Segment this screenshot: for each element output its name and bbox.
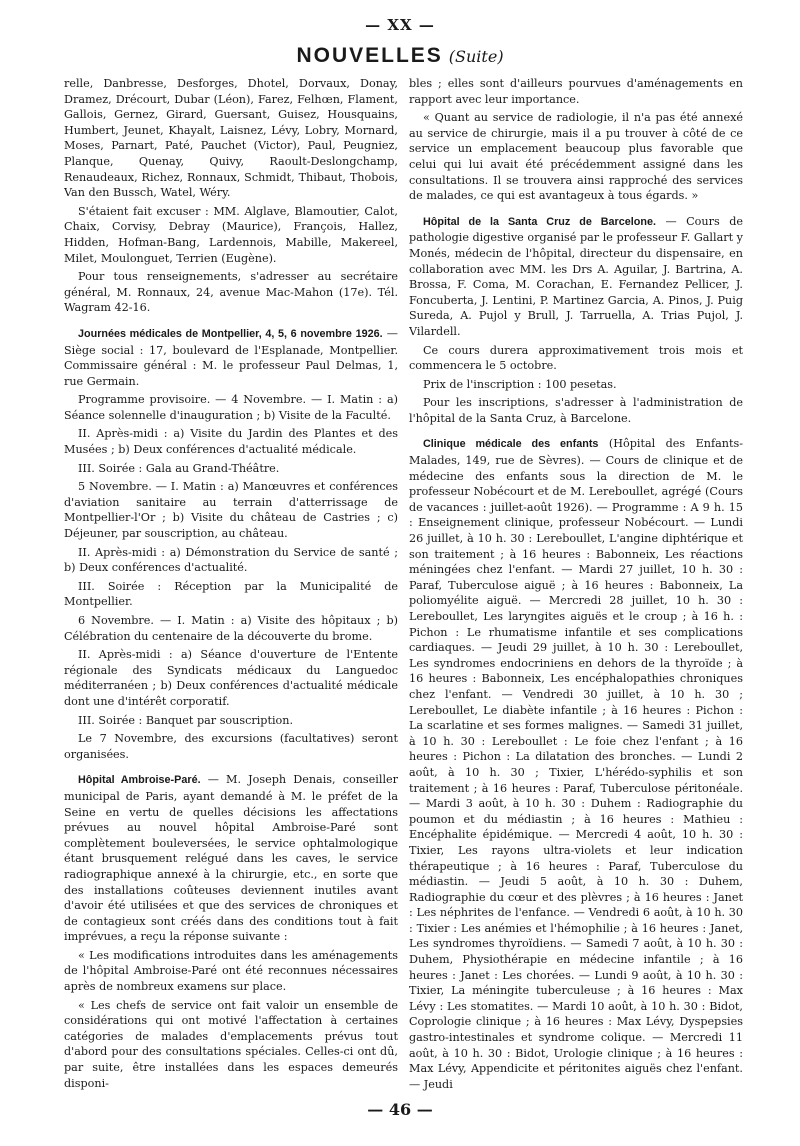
quoted-reply-paragraph: « Les chefs de service ont fait valoir un ensemble de considérations qui ont motivé l'affectation à certaines catégories de malades d'emplacements prévus tout d'abord pour des consultations spéciales. Celles-ci ont dû, par suite, être installées dans les espaces demeurés disponi-	[64, 998, 398, 1090]
folio-roman-numeral: — XX —	[365, 16, 435, 34]
program-item: Le 7 Novembre, des excursions (facultatives) seront organisées.	[64, 732, 398, 761]
rubric-suffix: (Suite)	[448, 47, 504, 66]
quoted-reply-continuation: bles ; elles sont d'ailleurs pourvues d'aménagements en rapport avec leur importance.	[409, 77, 743, 106]
barcelona-announcement	[409, 214, 743, 340]
ambroise-pare-heading: Hôpital Ambroise-Paré.	[78, 774, 201, 787]
course-price: Prix de l'inscription : 100 pesetas.	[423, 377, 617, 391]
program-item: 5 Novembre. — I. Matin : a) Manœuvres et conférences d'aviation sanitaire au terrain d'atterrissage de Montpellier-l'Or ; b) Visite du château de Castries ; c) Déjeuner, par souscription, au château.	[64, 480, 398, 541]
program-item: III. Soirée : Banquet par souscription.	[78, 713, 294, 727]
program-item: II. Après-midi : a) Démonstration du Service de santé ; b) Deux conférences d'actualité.	[64, 545, 398, 575]
clinique-announcement	[409, 436, 743, 1092]
clinique-body: (Hôpital des Enfants-Malades, 149, rue de Sèvres). — Cours de clinique et de médecine des enfants sous la direction de M. le professeur Nobécourt et de M. Lereboullet, agrégé (Cours de vacances : juillet-août 1926). — Programme : A 9 h. 15 : Enseignement clinique, professeur Nobécourt. — Lundi 26 juillet, à 10 h. 30 : Lereboullet, L'angine diphtérique et son traitement ; à 16 heures : Babonneix, Les réactions méningées chez l'enfant. — Mardi 27 juillet, 10 h. 30 : Paraf, Tuberculose aiguë ; à 16 heures : Babonneix, La poliomyélite aiguë. — Mercredi 28 juillet, 10 h. 30 : Lereboullet, Les laryngites aiguës et le croup ; à 16 h. : Pichon : Le rhumatisme infantile et ses complications cardiaques. — Jeudi 29 juillet, à 10 h. 30 : Lereboullet, Les syndromes endocriniens en dehors de la thyroïde ; à 16 heures : Babonneix, Les encéphalopathies chroniques chez l'enfant. — Vendredi 30 juillet, à 10 h. 30 ; Lereboullet, Le diabète infantile ; à 16 heures : Pichon : La scarlatine et ses formes malignes. — Samedi 31 juillet, à 10 h. 30 : Lereboullet : Le foie chez l'enfant ; à 16 heures : Pichon : La dilatation des bronches. — Lundi 2 août, à 10 h. 30 ; Tixier, L'hérédo-syphilis et son traitement ; à 16 heures : Paraf, Tuberculose péritonéale. — Mardi 3 août, à 10 h. 30 : Duhem : Radiographie du poumon et du médiastin ; à 16 heures : Mathieu : Encéphalite épidémique. — Mercredi 4 août, 10 h. 30 : Tixier, Les rayons ultra-violets et leur indication thérapeutique ; à 16 heures : Paraf, Tuberculose du médiastin. — Jeudi 5 août, à 10 h. 30 : Duhem, Radiographie du cœur et des plèvres ; à 16 heures : Janet : Les néphrites de l'enfance. — Vendredi 6 août, à 10 h. 30 : Tixier : Les anémies et l'hémophilie ; à 16 heures : Janet, Les syndromes thyroïdiens. — Samedi 7 août, à 10 h. 30 : Duhem, Physiothérapie en médecine infantile ; à 16 heures : Janet : Les chorées. — Lundi 9 août, à 10 h. 30 : Tixier, La méningite tuberculeuse ; à 16 heures : Max Lévy : Les stomatites. — Mardi 10 août, à 10 h. 30 : Bidot, Coprologie clinique ; à 16 heures : Max Lévy, Dyspepsies gastro-intestinales et syndrome colique. — Mercredi 11 août, à 10 h. 30 : Bidot, Urologie clinique ; à 16 heures : Max Lévy, Appendicite et péritonites aiguës chez l'enfant. — Jeudi	[409, 437, 743, 1091]
program-item: III. Soirée : Réception par la Municipalité de Montpellier.	[64, 579, 398, 609]
barcelona-heading: Hôpital de la Santa Cruz de Barcelone.	[423, 215, 656, 228]
course-registration: Pour les inscriptions, s'adresser à l'administration de l'hôpital de la Santa Cruz, à Barcelone.	[409, 396, 743, 425]
program-item: II. Après-midi : a) Séance d'ouverture de l'Entente régionale des Syndicats médicaux du Languedoc méditerranéen ; b) Deux conférences d'actualité médicale dont une d'intérêt corporatif.	[64, 648, 398, 708]
montpellier-body: — Siège social : 17, boulevard de l'Esplanade, Montpellier. Commissaire général : M. le professeur Paul Delmas, 1, rue Germain.	[64, 326, 398, 388]
quoted-reply-paragraph: « Quant au service de radiologie, il n'a pas été annexé au service de chirurgie, mais il a pu trouver à côté de ce service un emplacement beaucoup plus favorable que celui qui lui avait été précédemment assigné dans les consultations. Il se trouvera ainsi rapproché des services de malades, ce qui est avantageux à tous égards. »	[409, 111, 743, 203]
ambroise-pare-body: — M. Joseph Denais, conseiller municipal de Paris, ayant demandé à M. le préfet de la Seine en vertu de quelles décisions les affectations prévues au nouvel hôpital Ambroise-Paré sont complètement bouleversées, le service ophtalmologique étant brusquement relégué dans les caves, le service radiographique annexé à la chirurgie, etc., en sorte que des installations coûteuses deviennent inutiles avant d'avoir été utilisées et que des services de chroniques et de contagieux sont créés dans des conditions tout à fait imprévues, a reçu la réponse suivante :	[64, 773, 398, 944]
contact-paragraph: Pour tous renseignements, s'adresser au secrétaire général, M. Ronnaux, 24, avenue Mac-Mahon (17e). Tél. Wagram 42-16.	[64, 270, 398, 315]
quoted-reply-paragraph: « Les modifications introduites dans les aménagements de l'hôpital Ambroise-Paré ont été reconnues nécessaires après de nombreux examens sur place.	[64, 948, 398, 994]
barcelona-body: — Cours de pathologie digestive organisé par le professeur F. Gallart y Monés, médecin de l'hôpital, directeur du dispensaire, en collaboration avec MM. les Drs A. Aguilar, J. Bartrina, A. Brossa, F. Coma, M. Corachan, E. Fernandez Pellicer, J. Foncuberta, J. Lentini, P. Martinez Garcia, A. Pinos, J. Puig Sureda, A. Pujol y Brull, J. Tarruella, A. Trias Pujol, J. Vilardell.	[409, 214, 743, 338]
ambroise-pare-announcement	[64, 772, 398, 945]
program-item: III. Soirée : Gala au Grand-Théâtre.	[78, 461, 280, 475]
program-item: Programme provisoire. — 4 Novembre. — I. Matin : a) Séance solennelle d'inauguration ; b) Visite de la Faculté.	[64, 393, 398, 422]
page-number: — 46 —	[367, 1100, 433, 1119]
section-rubric	[0, 44, 800, 68]
program-item: II. Après-midi : a) Visite du Jardin des Plantes et des Musées ; b) Deux conférences d'actualité médicale.	[64, 427, 398, 457]
montpellier-heading: Journées médicales de Montpellier, 4, 5, 6 novembre 1926.	[78, 327, 383, 340]
program-item: 6 Novembre. — I. Matin : a) Visite des hôpitaux ; b) Célébration du centenaire de la découverte du brome.	[64, 614, 398, 643]
right-column	[409, 76, 743, 1096]
rubric-title: NOUVELLES	[296, 44, 443, 67]
course-duration: Ce cours durera approximativement trois mois et commencera le 5 octobre.	[409, 343, 743, 373]
left-column	[64, 76, 398, 1096]
attendee-list: relle, Danbresse, Desforges, Dhotel, Dorvaux, Donay, Dramez, Drécourt, Dubar (Léon), Farez, Felhœn, Flament, Gallois, Gernez, Girard, Guersant, Guisez, Housquains, Humbert, Jeunet, Khayalt, Laisnez, Lévy, Lobry, Mornard, Moses, Parnart, Paté, Pauchet (Victor), Paul, Peugniez, Planque, Quenay, Quivy, Raoult-Deslongchamp, Renaudeaux, Richez, Ronnaux, Schmidt, Thibaut, Thobois, Van den Bussch, Watel, Wéry.	[64, 77, 398, 200]
clinique-heading: Clinique médicale des enfants	[423, 438, 599, 451]
montpellier-announcement	[64, 326, 398, 389]
excused-list: S'étaient fait excuser : MM. Alglave, Blamoutier, Calot, Chaix, Corvisy, Debray (Maurice), François, Hallez, Hidden, Hofman-Bang, Lardennois, Mabille, Makereel, Milet, Moulonguet, Terrien (Eugène).	[64, 204, 398, 265]
